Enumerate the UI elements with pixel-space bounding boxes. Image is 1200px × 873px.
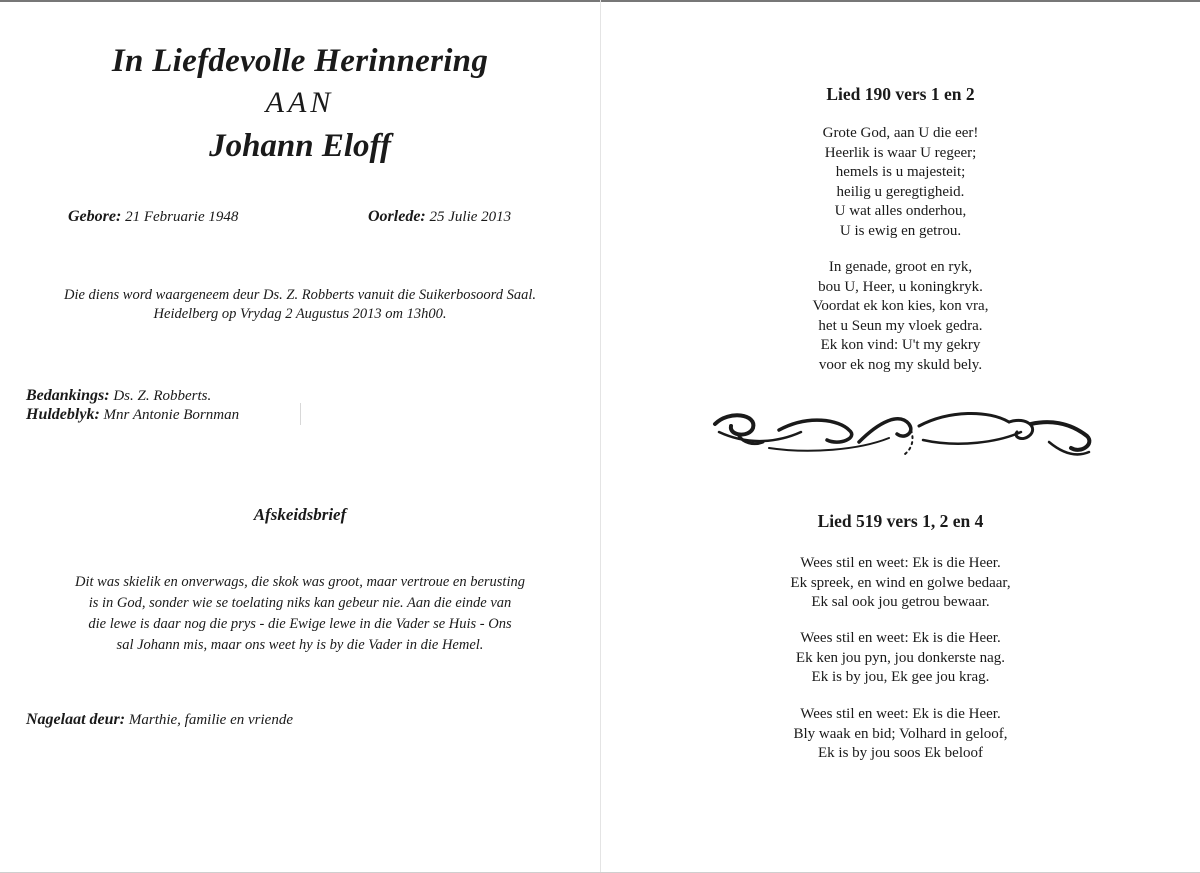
hymn-2-title: Lied 519 vers 1, 2 en 4 — [817, 511, 984, 531]
nagelaat-deur — [26, 711, 293, 729]
verse-line: Wees stil en weet: Ek is die Heer. — [800, 630, 1001, 646]
verse-line: Heerlik is waar U regeer; — [824, 144, 977, 161]
verse-line: Voordat ek kon kies, kon vra, — [812, 298, 989, 314]
bedankings — [26, 387, 211, 405]
afskeidsbrief-line: is in God, sonder wie se toelating niks kan gebeur nie. Aan die einde van — [88, 595, 512, 611]
huldeblyk-label: Huldeblyk: — [26, 406, 100, 423]
verse-line: Ek sal ook jou getrou bewaar. — [811, 594, 990, 610]
nagelaat-value: Marthie, familie en vriende — [128, 712, 293, 728]
hymn-1-title: Lied 190 vers 1 en 2 — [826, 84, 975, 104]
verse-line: Ek ken jou pyn, jou donkerste nag. — [795, 649, 1006, 666]
hymn-1-stanza-2 — [601, 258, 1200, 375]
afskeidsbrief-line: Dit was skielik en onverwags, die skok was groot, maar vertroue en berusting — [75, 574, 525, 590]
verse-line: Bly waak en bid; Volhard in geloof, — [793, 725, 1008, 742]
verse-line: voor ek nog my skuld bely. — [818, 356, 983, 373]
memorial-title: In Liefdevolle Herinnering — [111, 43, 489, 79]
bedankings-value: Ds. Z. Robberts. — [113, 388, 212, 404]
right-page — [601, 0, 1200, 873]
afskeidsbrief-heading: Afskeidsbrief — [253, 505, 347, 524]
verse-line: bou U, Heer, u koningkryk. — [818, 278, 983, 295]
verse-line: hemels is u majesteit; — [835, 164, 966, 180]
died-value: 25 Julie 2013 — [429, 209, 512, 225]
service-line: Heidelberg op Vrydag 2 Augustus 2013 om 13h00. — [153, 306, 447, 322]
died-label: Oorlede: — [368, 208, 426, 225]
huldeblyk-value: Mnr Antonie Bornman — [103, 407, 240, 423]
hymn-2-stanza-3 — [601, 705, 1200, 764]
verse-line: het u Seun my vloek gedra. — [818, 317, 983, 334]
verse-line: In genade, groot en ryk, — [828, 259, 973, 275]
flourish-divider-icon — [709, 402, 1099, 470]
deceased-name: Johann Eloff — [209, 128, 391, 164]
service-details — [0, 286, 600, 324]
verse-line: U wat alles onderhou, — [834, 203, 967, 219]
service-line: Die diens word waargeneem deur Ds. Z. Robberts vanuit die Suikerbosoord Saal. — [63, 287, 536, 303]
verse-line: Wees stil en weet: Ek is die Heer. — [800, 706, 1001, 722]
memorial-aan: AAN — [265, 86, 335, 119]
born-label: Gebore: — [68, 208, 122, 225]
verse-line: Wees stil en weet: Ek is die Heer. — [800, 555, 1001, 571]
died-date — [368, 208, 511, 226]
afskeidsbrief-text — [0, 572, 600, 656]
born-value: 21 Februarie 1948 — [125, 209, 239, 225]
huldeblyk — [26, 406, 239, 424]
nagelaat-label: Nagelaat deur: — [26, 711, 126, 728]
verse-line: Ek is by jou soos Ek beloof — [818, 745, 983, 761]
verse-line: Grote God, aan U die eer! — [822, 125, 979, 141]
verse-line: U is ewig en getrou. — [839, 222, 962, 239]
hymn-1-stanza-1 — [601, 124, 1200, 241]
verse-line: Ek kon vind: U't my gekry — [820, 337, 981, 353]
hymn-2-stanza-2 — [601, 629, 1200, 688]
verse-line: Ek is by jou, Ek gee jou krag. — [811, 669, 990, 685]
verse-line: Ek spreek, en wind en golwe bedaar, — [790, 574, 1011, 591]
afskeidsbrief-line: sal Johann mis, maar ons weet hy is by die Vader in die Hemel. — [116, 637, 484, 653]
verse-line: heilig u geregtigheid. — [836, 183, 965, 200]
born-date — [68, 208, 238, 226]
afskeidsbrief-line: die lewe is daar nog die prys - die Ewige lewe in die Vader se Huis - Ons — [88, 616, 512, 632]
hymn-2-stanza-1 — [601, 554, 1200, 613]
bedankings-label: Bedankings: — [26, 387, 110, 404]
